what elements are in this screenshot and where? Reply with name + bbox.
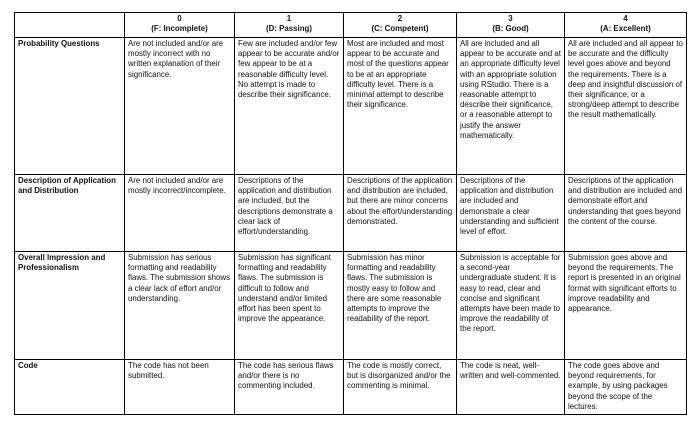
level-label: (F: Incomplete) [151,24,208,34]
level-number: 1 [286,14,292,23]
rubric-cell: Few are included and/or few appear to be accurate and/or few appear to be at a reasonable difficulty level. No attempt is made to describe their significance. [235,38,344,175]
rubric-row-probability-questions [15,38,687,175]
rubric-cell: All are included and all appear to be accurate and at an appropriate difficulty level with an appropriate solution using RStudio. There is a reasonable attempt to describe their significance, or a reasonable attempt to justify the answer mathematically. [457,38,565,175]
rubric-cell: The code is mostly correct, but is disorganized and/or the commenting is minimal. [344,360,457,415]
corner-cell [15,13,125,38]
rubric-cell: The code has not been submitted. [125,360,235,415]
rubric-cell: Submission has significant formatting and readability flaws. The submission is difficult to follow and understand and/or limited effort has been spent to improve the appearance. [235,252,344,360]
rubric-cell: Most are included and most appear to be accurate and most of the questions appear to be at an appropriate difficulty level. There is a minimal attempt to describe their significance. [344,38,457,175]
level-number: 0 [177,14,182,23]
rubric-cell: Submission is acceptable for a second-year undergraduate student. It is easy to read, clear and concise and significant attempts have been made to improve the readability of the report. [457,252,565,360]
rubric-cell: Submission has minor formatting and readability flaws. The submission is mostly easy to follow and there are some reasonable attempts to improve the readability of the report. [344,252,457,360]
rubric-cell: Submission goes above and beyond the requirements. The report is presented in an original format with significant efforts to improve readability and appearance. [565,252,687,360]
rubric-row-code [15,360,687,415]
level-number: 4 [623,14,628,23]
level-number: 2 [397,14,403,23]
level-label: (B: Good) [492,24,529,34]
rubric-cell: All are included and all appear to be accurate and the difficulty level goes above and beyond the requirements. There is a deep and insightful discussion of their significance, or a strong/deep attempt to describe the result mathematically. [565,38,687,175]
level-header-0 [125,13,235,38]
rubric-cell: Descriptions of the application and distribution are included and demonstrate effort and understanding that goes beyond the content of the course. [565,175,687,252]
rubric-table [14,12,687,415]
criterion-label: Code [15,360,125,415]
rubric-cell: Descriptions of the application and distribution are included, but the descriptions demonstrate a clear lack of effort/understanding. [235,175,344,252]
level-label: (D: Passing) [265,24,313,34]
level-label: (A: Excellent) [600,24,651,34]
header-row [15,13,687,38]
level-header-2 [344,13,457,38]
rubric-cell: The code has serious flaws and/or there is no commenting included. [235,360,344,415]
rubric-cell: Descriptions of the application and distribution are included and demonstrate a clear understanding and sufficient level of effort. [457,175,565,252]
criterion-label: Description of Application and Distribution [15,175,125,252]
rubric-cell: The code is neat, well-written and well-commented. [457,360,565,415]
rubric-row-description [15,175,687,252]
rubric-cell: Descriptions of the application and distribution are included, but there are minor concerns about the effort/understanding demonstrated. [344,175,457,252]
criterion-label: Overall Impression and Professionalism [15,252,125,360]
level-number: 3 [508,14,513,23]
level-header-1 [235,13,344,38]
level-header-4 [565,13,687,38]
rubric-cell: Are not included and/or are mostly incorrect/incomplete. [125,175,235,252]
level-label: (C: Competent) [371,24,429,34]
level-header-3 [457,13,565,38]
rubric-row-overall-impression [15,252,687,360]
rubric-cell: Submission has serious formatting and readability flaws. The submission shows a clear lack of effort and/or understanding. [125,252,235,360]
rubric-cell: The code goes above and beyond requirements, for example, by using packages beyond the scope of the lectures. [565,360,687,415]
criterion-label: Probability Questions [15,38,125,175]
rubric-cell: Are not included and/or are mostly incorrect with no written explanation of their significance. [125,38,235,175]
